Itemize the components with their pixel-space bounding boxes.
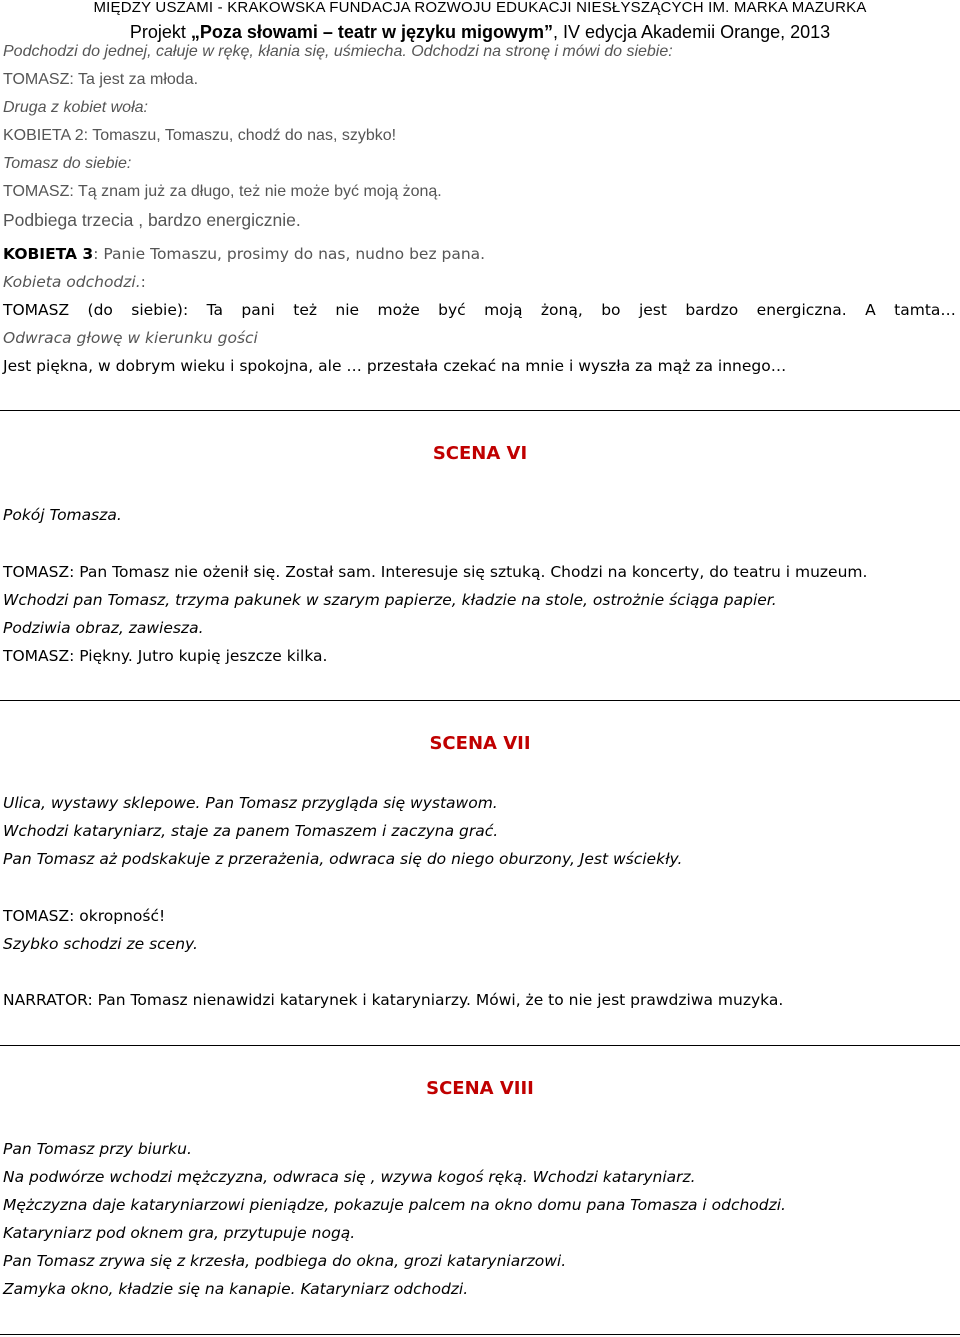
page-header <box>0 0 960 44</box>
project-suffix: , IV edycja Akademii Orange, 2013 <box>552 22 831 42</box>
dialogue-text: Jest piękna, w dobrym wieku i spokojna, ale … przestała czekać na mnie i wyszła za mąż za innego… <box>3 357 787 375</box>
dialogue-line <box>3 906 165 926</box>
dialogue-word: tamta… <box>894 301 956 319</box>
scene-title: SCENA VI <box>432 443 528 464</box>
scene-setting: Pokój Tomasza. <box>3 506 122 524</box>
stage-direction: Mężczyzna daje kataryniarzowi pieniądze, pokazuje palcem na okno domu pana Tomasza i odchodzi. <box>3 1196 786 1214</box>
stage-direction: Pan Tomasz zrywa się z krzesła, podbiega do okna, grozi kataryniarzowi. <box>3 1252 567 1270</box>
speaker: TOMASZ <box>3 71 70 88</box>
dialogue-line <box>3 562 867 582</box>
dialogue-text: : Pan Tomasz nienawidzi katarynek i kataryniarzy. Mówi, że to nie jest prawdziwa muzyka. <box>87 991 784 1009</box>
speaker: TOMASZ <box>3 563 70 581</box>
project-title: „Poza słowami – teatr w języku migowym” <box>190 22 553 42</box>
stage-direction <box>3 272 146 292</box>
dialogue-word: żoną, <box>540 301 583 319</box>
dialogue-word: siebie): <box>131 301 189 319</box>
dialogue-text: : Panie Tomaszu, prosimy do nas, nudno bez pana. <box>93 245 486 263</box>
stage-direction: Podchodzi do jednej, całuje w rękę, kłania się, uśmiecha. Odchodzi na stronę i mówi do siebie: <box>3 43 673 60</box>
divider <box>0 1045 960 1046</box>
stage-direction: Wchodzi kataryniarz, staje za panem Tomaszem i zaczyna grać. <box>3 822 499 840</box>
stage-direction: Druga z kobiet woła: <box>3 99 148 116</box>
dialogue-line <box>3 646 327 666</box>
speaker: NARRATOR <box>3 991 88 1009</box>
speaker: TOMASZ <box>3 647 70 665</box>
speaker: TOMASZ <box>3 183 70 200</box>
dialogue-text: : Ta jest za młoda. <box>69 71 199 88</box>
stage-direction: Szybko schodzi ze sceny. <box>3 935 198 953</box>
dialogue-word: energiczna. <box>756 301 847 319</box>
dialogue-line <box>3 990 783 1010</box>
stage-direction: Wchodzi pan Tomasz, trzyma pakunek w szarym papierze, kładzie na stole, ostrożnie ściąga papier. <box>3 591 777 609</box>
stage-direction: Ulica, wystawy sklepowe. Pan Tomasz przygląda się wystawom. <box>3 794 498 812</box>
scene-title: SCENA VII <box>429 733 531 754</box>
dialogue-word: bo <box>601 301 621 319</box>
stage-direction: Podbiega trzecia , bardzo energicznie. <box>3 210 301 230</box>
dialogue-text: : Tomaszu, Tomaszu, chodź do nas, szybko! <box>83 127 397 144</box>
project-prefix: Projekt <box>129 22 191 42</box>
speaker: KOBIETA 2 <box>3 127 84 144</box>
dialogue-word: moją <box>484 301 523 319</box>
speaker: KOBIETA 3 <box>3 245 94 263</box>
dialogue-line <box>3 126 396 146</box>
divider <box>0 1334 960 1335</box>
stage-direction: Zamyka okno, kładzie się na kanapie. Kataryniarz odchodzi. <box>3 1280 469 1298</box>
speaker: TOMASZ <box>3 301 70 319</box>
dialogue-line <box>3 182 442 202</box>
dialogue-word: (do <box>87 301 113 319</box>
dialogue-word: nie <box>335 301 360 319</box>
stage-direction: Na podwórze wchodzi mężczyzna, odwraca się , wzywa kogoś ręką. Wchodzi kataryniarz. <box>3 1168 696 1186</box>
stage-direction-text: Kobieta odchodzi. <box>3 273 141 291</box>
project-line <box>0 20 960 44</box>
stage-direction: Tomasz do siebie: <box>3 155 132 172</box>
stage-direction: Kataryniarz pod oknem gra, przytupuje nogą. <box>3 1224 356 1242</box>
stage-direction: Pan Tomasz aż podskakuje z przerażenia, odwraca się do niego oburzony, Jest wściekły. <box>3 850 683 868</box>
dialogue-text: : Pan Tomasz nie ożenił się. Został sam. Interesuje się sztuką. Chodzi na koncerty, do teatru i muzeum. <box>69 563 868 581</box>
divider <box>0 410 960 411</box>
stage-direction: Odwraca głowę w kierunku gości <box>3 329 258 347</box>
organization-name: MIĘDZY USZAMI - KRAKOWSKA FUNDACJA ROZWOJU EDUKACJI NIESŁYSZĄCYCH IM. MARKA MAZURKA <box>93 0 867 16</box>
dialogue-word: A <box>865 301 876 319</box>
dialogue-line <box>3 70 198 90</box>
dialogue-text: : Tą znam już za długo, też nie może być moją żoną. <box>69 183 442 200</box>
dialogue-word: jest <box>638 301 667 319</box>
stage-direction: Pan Tomasz przy biurku. <box>3 1140 192 1158</box>
dialogue-word: bardzo <box>685 301 739 319</box>
dialogue-word: być <box>438 301 466 319</box>
divider <box>0 700 960 701</box>
dialogue-word: może <box>377 301 420 319</box>
stage-direction: Podziwia obraz, zawiesza. <box>3 619 204 637</box>
dialogue-text: : Piękny. Jutro kupię jeszcze kilka. <box>69 647 328 665</box>
dialogue-word: pani <box>241 301 275 319</box>
speaker: TOMASZ <box>3 907 70 925</box>
dialogue-word: Ta <box>206 301 223 319</box>
dialogue-line <box>3 244 485 264</box>
dialogue-text: : okropność! <box>69 907 166 925</box>
dialogue-line-justified <box>3 300 956 320</box>
scene-title: SCENA VIII <box>426 1078 534 1099</box>
colon: : <box>140 273 146 291</box>
dialogue-word: też <box>293 301 318 319</box>
